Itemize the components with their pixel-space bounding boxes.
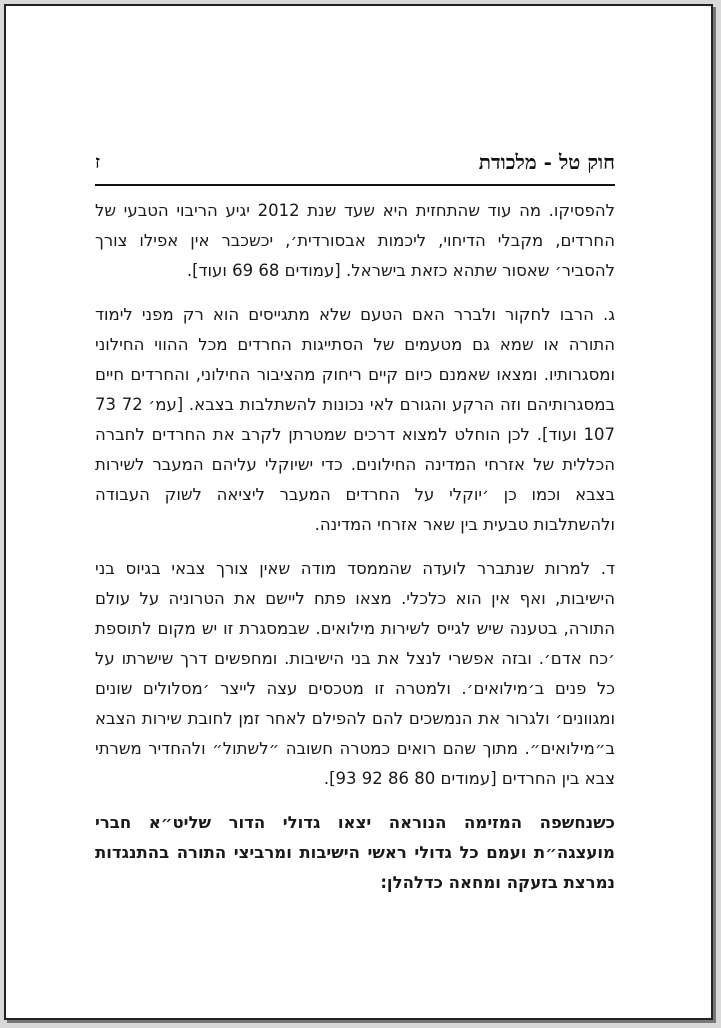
paragraph-dalet: ד. למרות שנתברר לועדה שהממסד מודה שאין צורך צבאי בגיוס בני הישיבות, ואף אין הוא כלכלי. מצאו פתח ליישם את הטרוניה על עולם התורה, בטענה שיש לגייס לשירות מילואים. שבמסגרת זו יש מקום לתוספת ׳כח אדם׳. ובזה אפשרי לנצל את בני הישיבות. ומחפשים דרך שישרתו על כל פנים ב׳מילואים׳. ולמטרה זו מטכסים עצה לייצר ׳מסלולים שונים ומגוונים׳ ולגרור את הנמשכים להם להפילם לאחר זמן לחובת שירות הצבא ב״מילואים״. מתוך שהם רואים כמטרה חשובה ״לשתול״ ולהחדיר משרתי צבא בין החרדים [עמודים 80 86 92 93]. — [95, 559, 615, 788]
header-title: חוק טל - מלכודת — [478, 150, 615, 174]
paragraph-gimel: ג. הרבו לחקור ולברר האם הטעם שלא מתגייסים הוא רק מפני לימוד התורה או שמא גם מטעמים של הסתייגות החרדים מכל ההווי החילוני ומסגרותיו. ומצאו שאמנם כיום קיים ריחוק מהציבור החילוני, והחרדים חיים במסגרותיהם וזה הרקע והגורם לאי נכונות להשתלבות בצבא. [עמ׳ 72 73 107 ועוד]. לכן הוחלט למצוא דרכים שמטרתן לקרב את החרדים לחברה הכללית של אזרחי המדינה החילונים. כדי ישיוקלי עליהם המעבר לשירות בצבא וכמו כן ׳יוקלי על החרדים המעבר ליציאה לשוק העבודה ולהשתלבות טבעית בין שאר אזרחי המדינה. — [95, 305, 615, 534]
header-divider — [95, 184, 615, 186]
running-header — [95, 150, 615, 184]
body-text — [95, 196, 615, 912]
paragraph-closing-bold: כשנחשפה המזימה הנוראה יצאו גדולי הדור שליט״א חברי מועצגה״ת ועמם כל גדולי ראשי הישיבות ומרביצי התורה בהתנגדות נמרצת בזעקה ומחאה כדלהלן: — [95, 813, 615, 892]
paragraph-continuation: להפסיקו. מה עוד שהתחזית היא שעד שנת 2012 יגיע הריבוי הטבעי של החרדים, מקבלי הדיחוי, ליכמות אבסורדית׳, יכשכבר אין אפילו צורך להסביר׳ שאסור שתהא כזאת בישראל. [עמודים 68 69 ועוד]. — [95, 201, 615, 280]
page-number: ז — [95, 152, 101, 173]
